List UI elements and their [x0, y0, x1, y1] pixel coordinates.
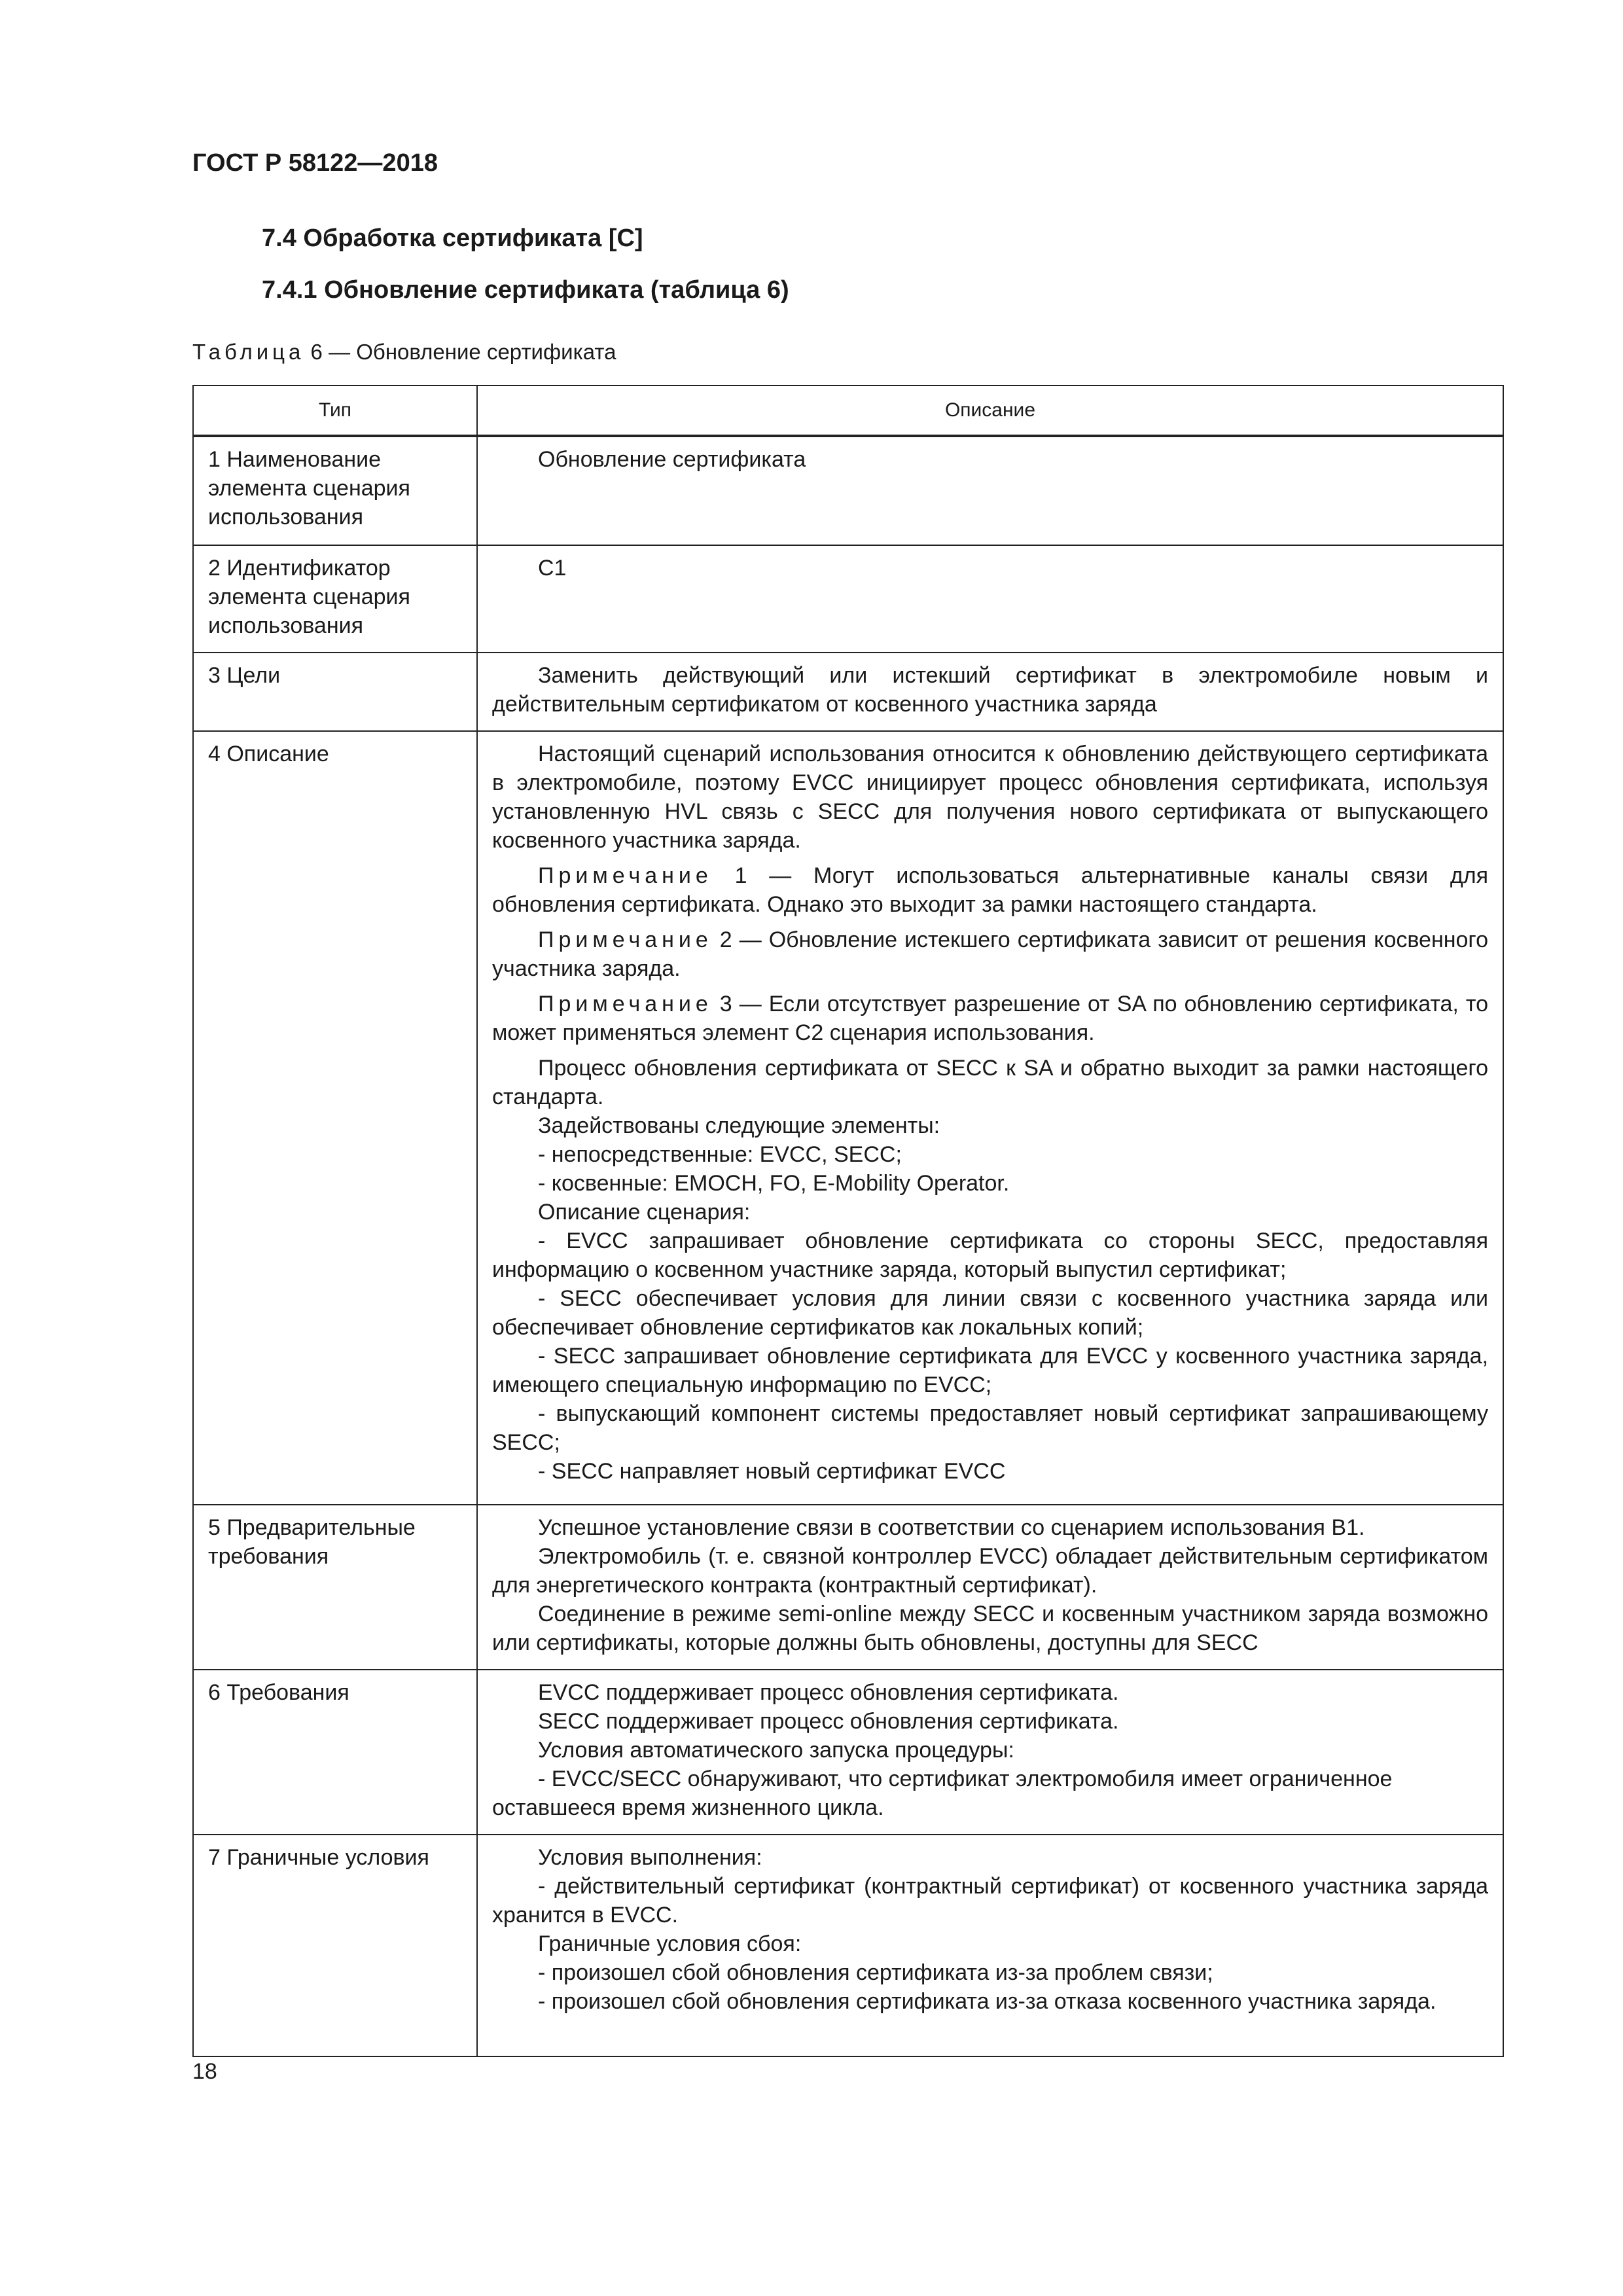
table-caption-text: 6 — Обновление сертификата	[304, 340, 616, 364]
description-paragraph: SECC поддерживает процесс обновления сертификата.	[538, 1709, 1119, 1734]
note-label: Примечание	[538, 927, 713, 952]
note-paragraph	[492, 861, 1488, 919]
table-row	[194, 1834, 1503, 2056]
note-paragraph	[492, 925, 1488, 983]
table-caption	[192, 340, 616, 365]
section-heading: 7.4 Обработка сертификата [С]	[262, 224, 643, 252]
description-paragraph: Электромобиль (т. е. связной контроллер EVCC) обладает действительным сертификатом для энергетического контракта (контрактный сертификат).	[492, 1544, 1488, 1598]
note-paragraph	[492, 990, 1488, 1047]
table-row	[194, 652, 1503, 730]
description-paragraph: Описание сценария:	[538, 1200, 751, 1225]
row-description-cell	[478, 1505, 1503, 1669]
list-item: - выпускающий компонент системы предоставляет новый сертификат запрашивающему SECC;	[492, 1401, 1488, 1455]
table-caption-label: Таблица	[192, 340, 305, 364]
note-text: 3 — Если отсутствует разрешение от SA по обновлению сертификата, то может применяться элемент С2 сценария использования.	[492, 992, 1488, 1045]
description-paragraph: Условия выполнения:	[538, 1845, 762, 1870]
row-description-cell	[478, 732, 1503, 1504]
list-item: - SECC запрашивает обновление сертификата для EVCC у косвенного участника заряда, имеющего специальную информацию по EVCC;	[492, 1344, 1488, 1397]
list-item: - косвенные: EMOCH, FO, E-Mobility Operator.	[538, 1171, 1010, 1196]
row-type-cell: 3 Цели	[194, 653, 478, 730]
list-item: - EVCC запрашивает обновление сертификата со стороны SECC, предоставляя информацию о косвенном участнике заряда, который выпустил сертификат;	[492, 1229, 1488, 1282]
description-paragraph: EVCC поддерживает процесс обновления сертификата.	[538, 1680, 1119, 1705]
description-paragraph: Успешное установление связи в соответствии со сценарием использования В1.	[538, 1515, 1365, 1540]
description-paragraph: С1	[538, 556, 567, 581]
note-label: Примечание	[538, 992, 713, 1016]
description-paragraph: Соединение в режиме semi-online между SECC и косвенным участником заряда возможно или сертификаты, которые должны быть обновлены, доступны для SECC	[492, 1602, 1488, 1655]
list-item: - SECC направляет новый сертификат EVCC	[538, 1459, 1006, 1484]
list-item: - действительный сертификат (контрактный сертификат) от косвенного участника заряда хранится в EVCC.	[492, 1874, 1488, 1928]
description-paragraph: Задействованы следующие элементы:	[538, 1113, 940, 1138]
page-number: 18	[192, 2059, 217, 2084]
row-type-cell: 2 Идентификатор элемента сценария использования	[194, 546, 478, 652]
row-type-cell: 1 Наименование элемента сценария использования	[194, 437, 478, 545]
row-description-cell	[478, 1670, 1503, 1834]
note-text: 2 — Обновление истекшего сертификата зависит от решения косвенного участника заряда.	[492, 927, 1488, 981]
description-paragraph: Заменить действующий или истекший сертификат в электромобиле новым и действительным сертификатом от косвенного участника заряда	[492, 663, 1488, 717]
list-item: - непосредственные: EVCC, SECC;	[538, 1142, 902, 1167]
requirements-table	[192, 385, 1504, 2057]
row-type-cell: 4 Описание	[194, 732, 478, 1504]
description-paragraph: Граничные условия сбоя:	[538, 1931, 802, 1956]
row-description-cell	[478, 653, 1503, 730]
note-text: 1 — Могут использоваться альтернативные каналы связи для обновления сертификата. Однако это выходит за рамки настоящего стандарта.	[492, 863, 1488, 917]
column-header-description: Описание	[944, 399, 1036, 421]
column-header-type: Тип	[194, 386, 478, 435]
row-type-cell: 5 Предварительные требования	[194, 1505, 478, 1669]
row-type-cell: 7 Граничные условия	[194, 1835, 478, 2056]
row-description-cell	[478, 546, 1503, 652]
list-item: - произошел сбой обновления сертификата из-за проблем связи;	[538, 1960, 1213, 1985]
note-label: Примечание	[538, 863, 713, 888]
table-row	[194, 545, 1503, 652]
table-header-row	[194, 386, 1503, 436]
description-paragraph: Процесс обновления сертификата от SECC к SA и обратно выходит за рамки настоящего стандарта.	[492, 1056, 1488, 1109]
table-row	[194, 730, 1503, 1504]
table-row	[194, 1504, 1503, 1669]
list-item: - произошел сбой обновления сертификата из-за отказа косвенного участника заряда.	[538, 1989, 1436, 2014]
description-paragraph: Настоящий сценарий использования относится к обновлению действующего сертификата в электромобиле, поэтому EVCC инициирует процесс обновления сертификата, используя установленную HVL связь с SECC для получения нового сертификата от выпускающего косвенного участника заряда.	[492, 742, 1488, 853]
row-description-cell	[478, 437, 1503, 545]
description-paragraph: Обновление сертификата	[538, 447, 806, 472]
table-row	[194, 1669, 1503, 1834]
list-item: - EVCC/SECC обнаруживают, что сертификат электромобиля имеет ограниченное оставшееся время жизненного цикла.	[492, 1767, 1393, 1820]
list-item: - SECC обеспечивает условия для линии связи с косвенного участника заряда или обеспечивает обновление сертификатов как локальных копий;	[492, 1286, 1488, 1340]
document-code: ГОСТ Р 58122—2018	[192, 149, 438, 177]
row-type-cell: 6 Требования	[194, 1670, 478, 1834]
subsection-heading: 7.4.1 Обновление сертификата (таблица 6)	[262, 276, 789, 304]
table-row	[194, 436, 1503, 545]
description-paragraph: Условия автоматического запуска процедуры:	[538, 1738, 1014, 1763]
row-description-cell	[478, 1835, 1503, 2056]
